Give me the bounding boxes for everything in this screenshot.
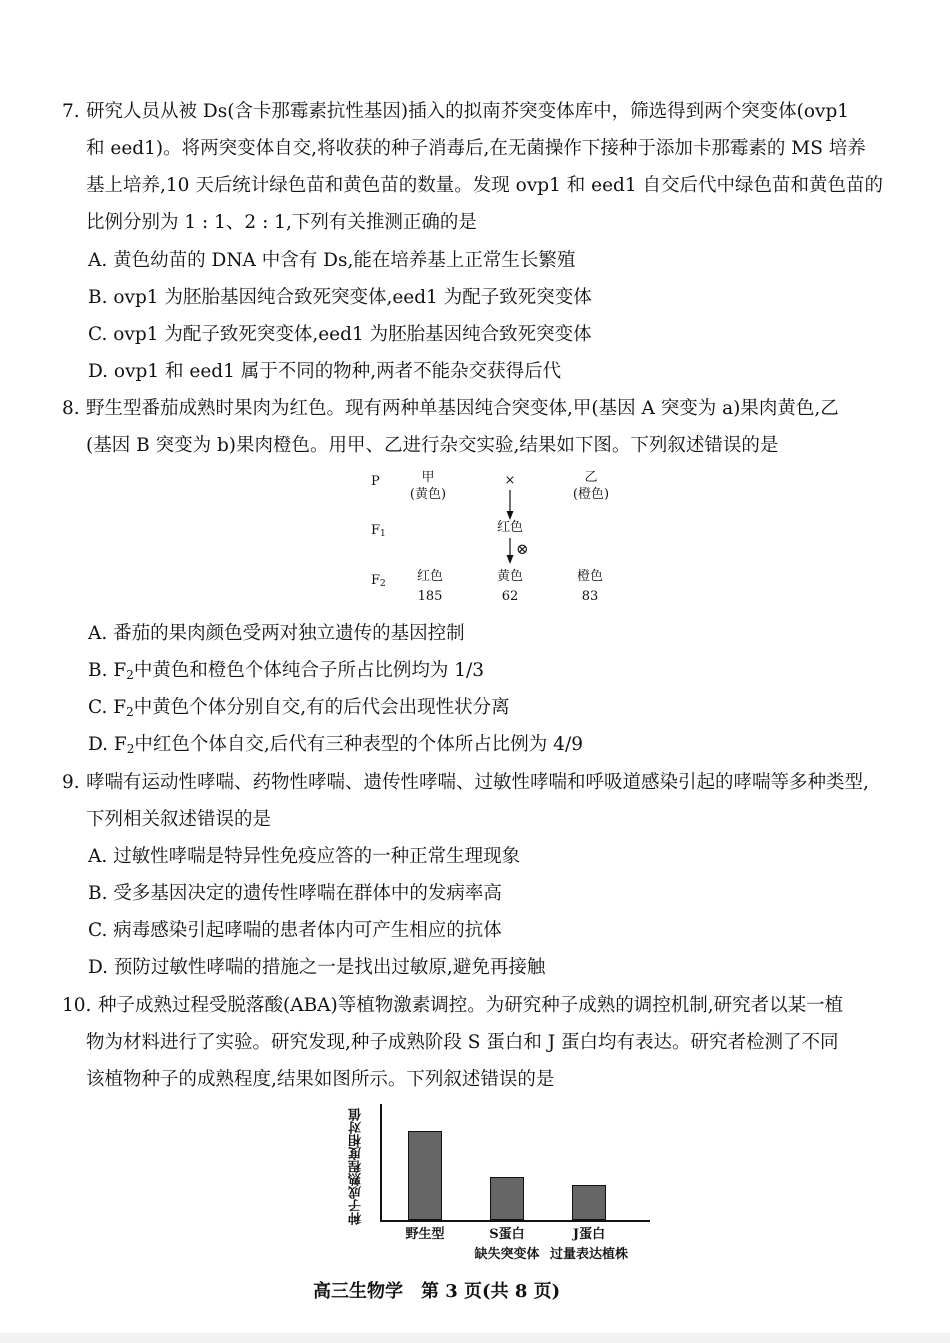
q10-line-1: 种子成熟过程受脱落酸(ABA)等植物激素调控。为研究种子成熟的调控机制,研究者以某一植 bbox=[98, 995, 844, 1016]
x-tick-label-2-2: 缺失突变体 bbox=[474, 1247, 540, 1262]
q8-number: 8. bbox=[62, 398, 80, 419]
self-cross-symbol: ⊗ bbox=[516, 540, 529, 558]
q9-option-b: B. 受多基因决定的遗传性哮喘在群体中的发病率高 bbox=[88, 883, 502, 904]
f2-red-label: 红色 bbox=[416, 569, 443, 584]
f1-result: 红色 bbox=[496, 520, 523, 535]
q8-option-c: C. $F_2$中黄色个体分别自交,有的后代会出现性状分离 bbox=[88, 697, 510, 719]
q9-option-c: C. 病毒感染引起哮喘的患者体内可产生相应的抗体 bbox=[88, 920, 502, 941]
bar-1 bbox=[408, 1131, 442, 1220]
q8-line-1: 野生型番茄成熟时果肉为红色。现有两种单基因纯合突变体,甲(基因 A 突变为 a)果肉黄色,乙 bbox=[86, 398, 839, 419]
q8-option-b: B. $F_2$中黄色和橙色个体纯合子所占比例均为 1/3 bbox=[88, 660, 484, 682]
x-axis bbox=[380, 1220, 650, 1222]
x-tick-label-3-1: J蛋白 bbox=[572, 1227, 606, 1242]
f2-yellow-count: 62 bbox=[501, 589, 519, 604]
q7-option-c: C. ovp1 为配子致死突变体,eed1 为胚胎基因纯合致死突变体 bbox=[88, 324, 592, 345]
q9-number: 9. bbox=[62, 772, 80, 793]
f2-orange-count: 83 bbox=[581, 589, 599, 604]
q10-line-2: 物为材料进行了实验。研究发现,种子成熟阶段 S 蛋白和 J 蛋白均有表达。研究者检测了不同 bbox=[86, 1032, 839, 1053]
q8-line-2: (基因 B 突变为 b)果肉橙色。用甲、乙进行杂交实验,结果如下图。下列叙述错误的是 bbox=[86, 435, 779, 456]
q7-line-4: 比例分别为 1 : 1、2 : 1,下列有关推测正确的是 bbox=[86, 212, 477, 233]
page-footer: 高三生物学 第 3 页(共 8 页) bbox=[313, 1281, 561, 1302]
f2-yellow-label: 黄色 bbox=[496, 569, 523, 584]
parent-yi-color: (橙色) bbox=[572, 487, 610, 502]
q10-number: 10. bbox=[62, 995, 92, 1016]
parent-jia-label: 甲 bbox=[421, 470, 435, 485]
parent-jia-color: (黄色) bbox=[409, 487, 447, 502]
cross-symbol: × bbox=[504, 473, 516, 488]
x-tick-label-2-1: S蛋白 bbox=[489, 1227, 525, 1242]
q10-line-3: 该植物种子的成熟程度,结果如图所示。下列叙述错误的是 bbox=[86, 1069, 555, 1090]
f2-generation-label: $F_2$ bbox=[371, 573, 386, 589]
bar-2 bbox=[490, 1177, 524, 1220]
q7-line-2: 和 eed1)。将两突变体自交,将收获的种子消毒后,在无菌操作下接种于添加卡那霉素的 MS 培养 bbox=[86, 138, 866, 159]
x-tick-label-3-2: 过量表达植株 bbox=[549, 1247, 628, 1262]
p-generation-label: P bbox=[371, 474, 380, 489]
q7-option-a: A. 黄色幼苗的 DNA 中含有 Ds,能在培养基上正常生长繁殖 bbox=[88, 250, 576, 271]
y-axis-label: 种子成熟程度相对值 bbox=[349, 1108, 364, 1226]
q9-option-d: D. 预防过敏性哮喘的措施之一是找出过敏原,避免再接触 bbox=[88, 957, 546, 978]
seed-maturity-chart bbox=[350, 1100, 650, 1265]
q8-option-d: D. $F_2$中红色个体自交,后代有三种表型的个体所占比例为 4/9 bbox=[88, 734, 583, 756]
y-axis bbox=[380, 1104, 382, 1221]
q7-number: 7. bbox=[62, 101, 80, 122]
q9-line-1: 哮喘有运动性哮喘、药物性哮喘、遗传性哮喘、过敏性哮喘和呼吸道感染引起的哮喘等多种类型, bbox=[86, 772, 869, 793]
q7-option-b: B. ovp1 为胚胎基因纯合致死突变体,eed1 为配子致死突变体 bbox=[88, 287, 592, 308]
f2-red-count: 185 bbox=[417, 589, 443, 604]
q7-line-1: 研究人员从被 Ds(含卡那霉素抗性基因)插入的拟南芥突变体库中，筛选得到两个突变体(ovp1 bbox=[86, 101, 850, 122]
q9-option-a: A. 过敏性哮喘是特异性免疫应答的一种正常生理现象 bbox=[88, 846, 521, 867]
q8-option-a: A. 番茄的果肉颜色受两对独立遗传的基因控制 bbox=[88, 623, 465, 644]
f1-generation-label: $F_1$ bbox=[371, 523, 386, 539]
bar-3 bbox=[572, 1185, 606, 1220]
q7-line-3: 基上培养,10 天后统计绿色苗和黄色苗的数量。发现 ovp1 和 eed1 自交后代中绿色苗和黄色苗的 bbox=[86, 175, 884, 196]
q7-option-d: D. ovp1 和 eed1 属于不同的物种,两者不能杂交获得后代 bbox=[88, 361, 562, 382]
page-bottom-strip bbox=[0, 1333, 950, 1343]
f2-orange-label: 橙色 bbox=[576, 569, 603, 584]
x-tick-label-1-1: 野生型 bbox=[405, 1227, 445, 1242]
q9-line-2: 下列相关叙述错误的是 bbox=[86, 809, 272, 830]
parent-yi-label: 乙 bbox=[584, 470, 598, 485]
